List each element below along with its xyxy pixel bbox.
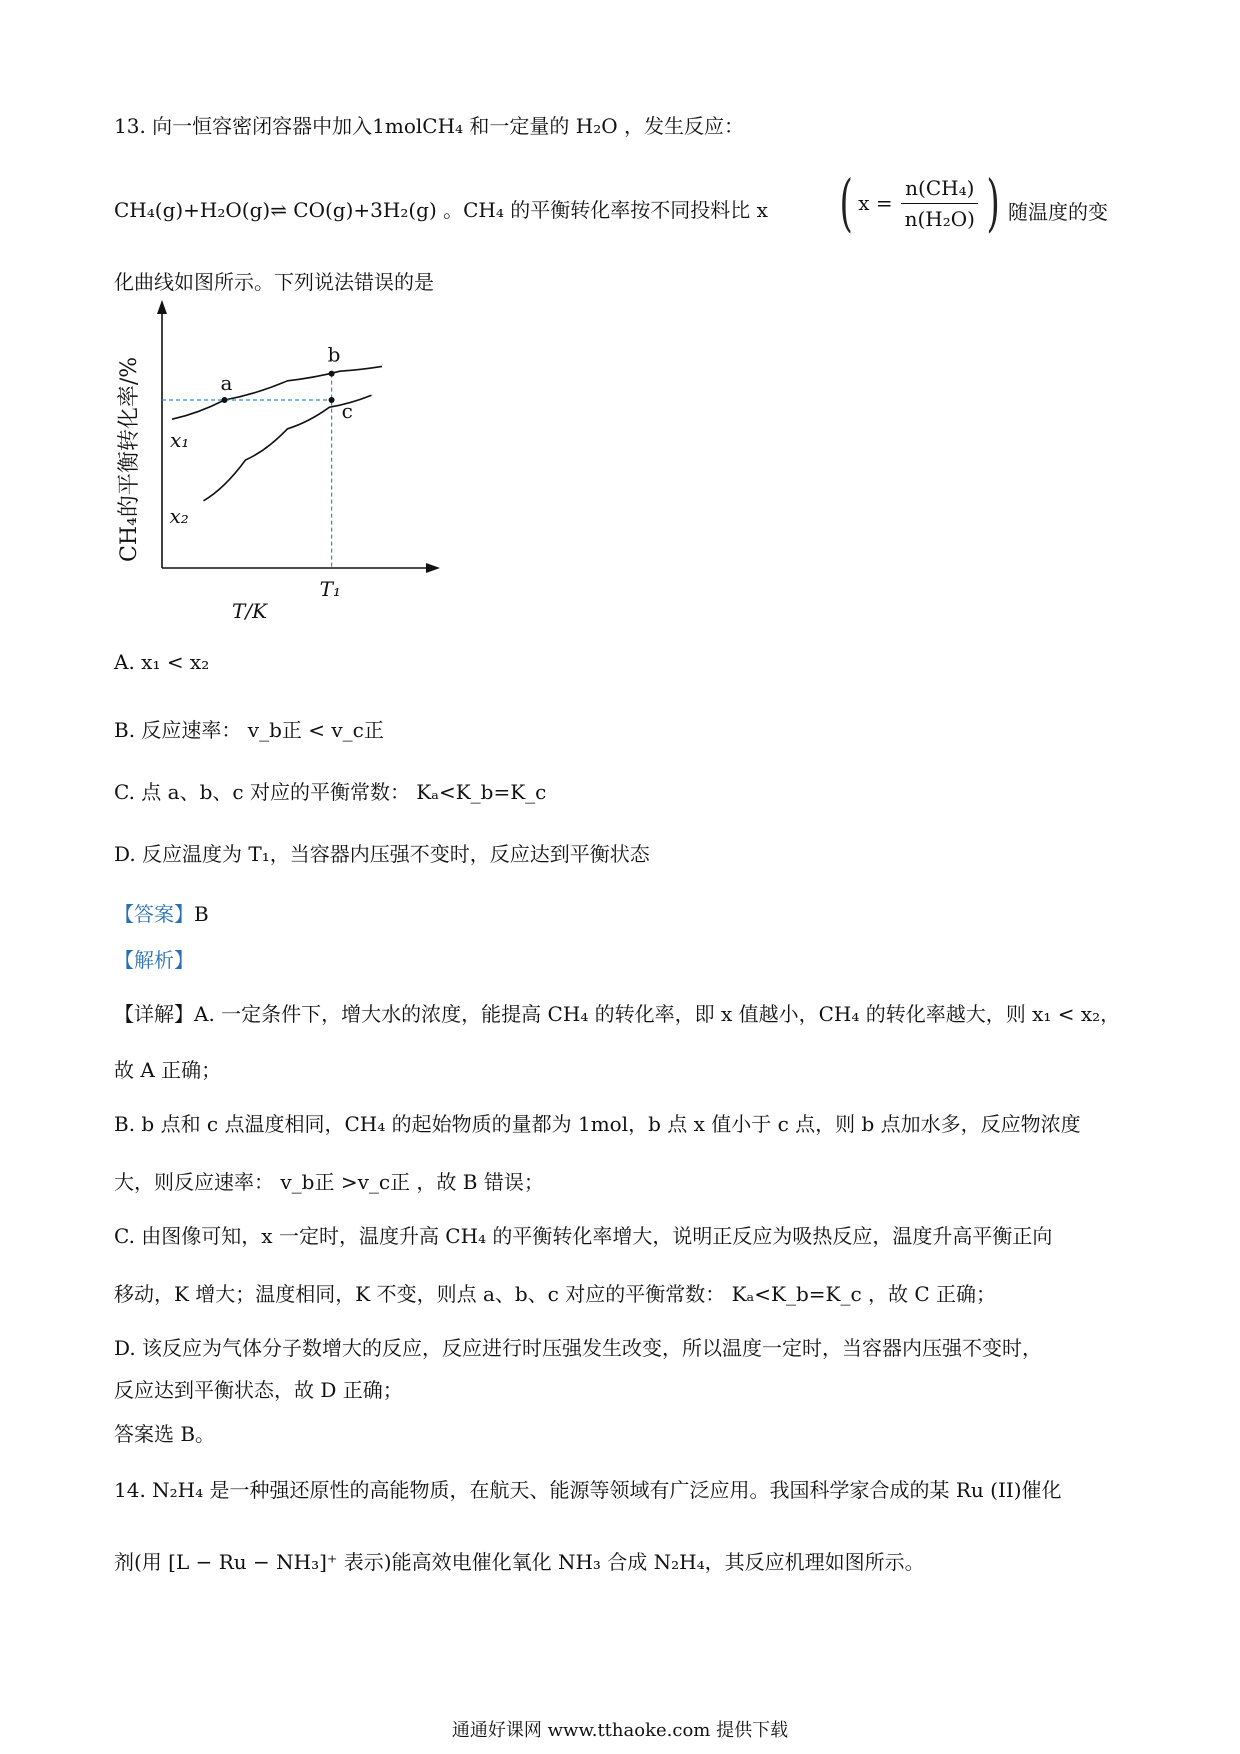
left-paren: ( [839,166,853,239]
ratio-denominator: n(H₂O) [904,206,975,231]
y-axis-arrow [157,300,167,314]
detail-p4: 大，则反应速率： v_b正 >v_c正 ，故 B 错误； [114,1170,544,1194]
x-tick-label: T₁ [319,577,341,601]
option-d: D. 反应温度为 T₁，当容器内压强不变时，反应达到平衡状态 [114,842,650,866]
point-label-b: b [327,342,341,367]
detail-p2: 故 A 正确； [114,1058,222,1082]
footer-watermark: 通通好课网 www.tthaoke.com 提供下载 [451,1720,789,1741]
detail-p8: 反应达到平衡状态，故 D 正确； [114,1378,403,1402]
point-a [222,397,228,403]
ratio-expression [834,166,1005,239]
option-b: B. 反应速率： v_b正 < v_c正 [114,718,384,742]
detail-p5: C. 由图像可知，x 一定时，温度升高 CH₄ 的平衡转化率增大，说明正反应为吸热反应，温度升高平衡正向 [114,1224,1053,1248]
answer-value: B [194,902,209,926]
point-label-a: a [220,371,233,395]
ratio-numerator: n(CH₄) [901,175,978,204]
option-c: C. 点 a、b、c 对应的平衡常数： Kₐ<K_b=K_c [114,780,547,804]
y-axis-label: CH₄的平衡转化率/% [117,356,142,562]
option-a: A. x₁ < x₂ [114,650,210,674]
answer-tag: 【答案】 [114,902,194,926]
point-label-c: c [341,399,353,423]
detail-p6: 移动，K 增大；温度相同，K 不变，则点 a、b、c 对应的平衡常数： Kₐ<K_b=K_c ，故 C 正确； [114,1282,997,1306]
ratio-fraction [901,175,979,232]
analysis-tag: 【解析】 [114,948,194,972]
answer-line [114,898,209,927]
q14-line2: 剂(用 [L − Ru − NH₃]⁺ 表示)能高效电催化氧化 NH₃ 合成 N₂H₄，其反应机理如图所示。 [114,1550,925,1574]
conversion-chart [110,296,440,626]
series-label-1: x₁ [170,428,190,453]
ratio-lhs: x = [858,191,893,215]
q13-line1: 13. 向一恒容密闭容器中加入1molCH₄ 和一定量的 H₂O ，发生反应： [114,114,744,138]
q13-line3: 化曲线如图所示。下列说法错误的是 [114,270,434,294]
q13-after-ratio: 随温度的变 [1008,200,1108,224]
x-axis-label: T/K [232,599,268,623]
detail-p9: 答案选 B。 [114,1422,216,1446]
detail-p7: D. 该反应为气体分子数增大的反应，反应进行时压强发生改变，所以温度一定时，当容器内压强不变时， [114,1336,1043,1360]
right-paren: ) [986,166,1000,239]
detail-p3: B. b 点和 c 点温度相同，CH₄ 的起始物质的量都为 1mol，b 点 x 值小于 c 点，则 b 点加水多，反应物浓度 [114,1112,1081,1136]
q14-line1: 14. N₂H₄ 是一种强还原性的高能物质，在航天、能源等领域有广泛应用。我国科学家合成的某 Ru (II)催化 [114,1478,1062,1502]
q13-equation: CH₄(g)+H₂O(g)⇌ CO(g)+3H₂(g) 。CH₄ 的平衡转化率按不同投料比 x [114,198,768,222]
point-c [329,397,335,403]
point-b [329,371,335,377]
detail-p1: 【详解】A. 一定条件下，增大水的浓度，能提高 CH₄ 的转化率，即 x 值越小，CH₄ 的转化率越大，则 x₁ < x₂， [114,1002,1121,1026]
chart-svg [110,296,440,626]
series-label-2: x₂ [169,503,189,528]
x-axis-arrow [426,563,440,573]
